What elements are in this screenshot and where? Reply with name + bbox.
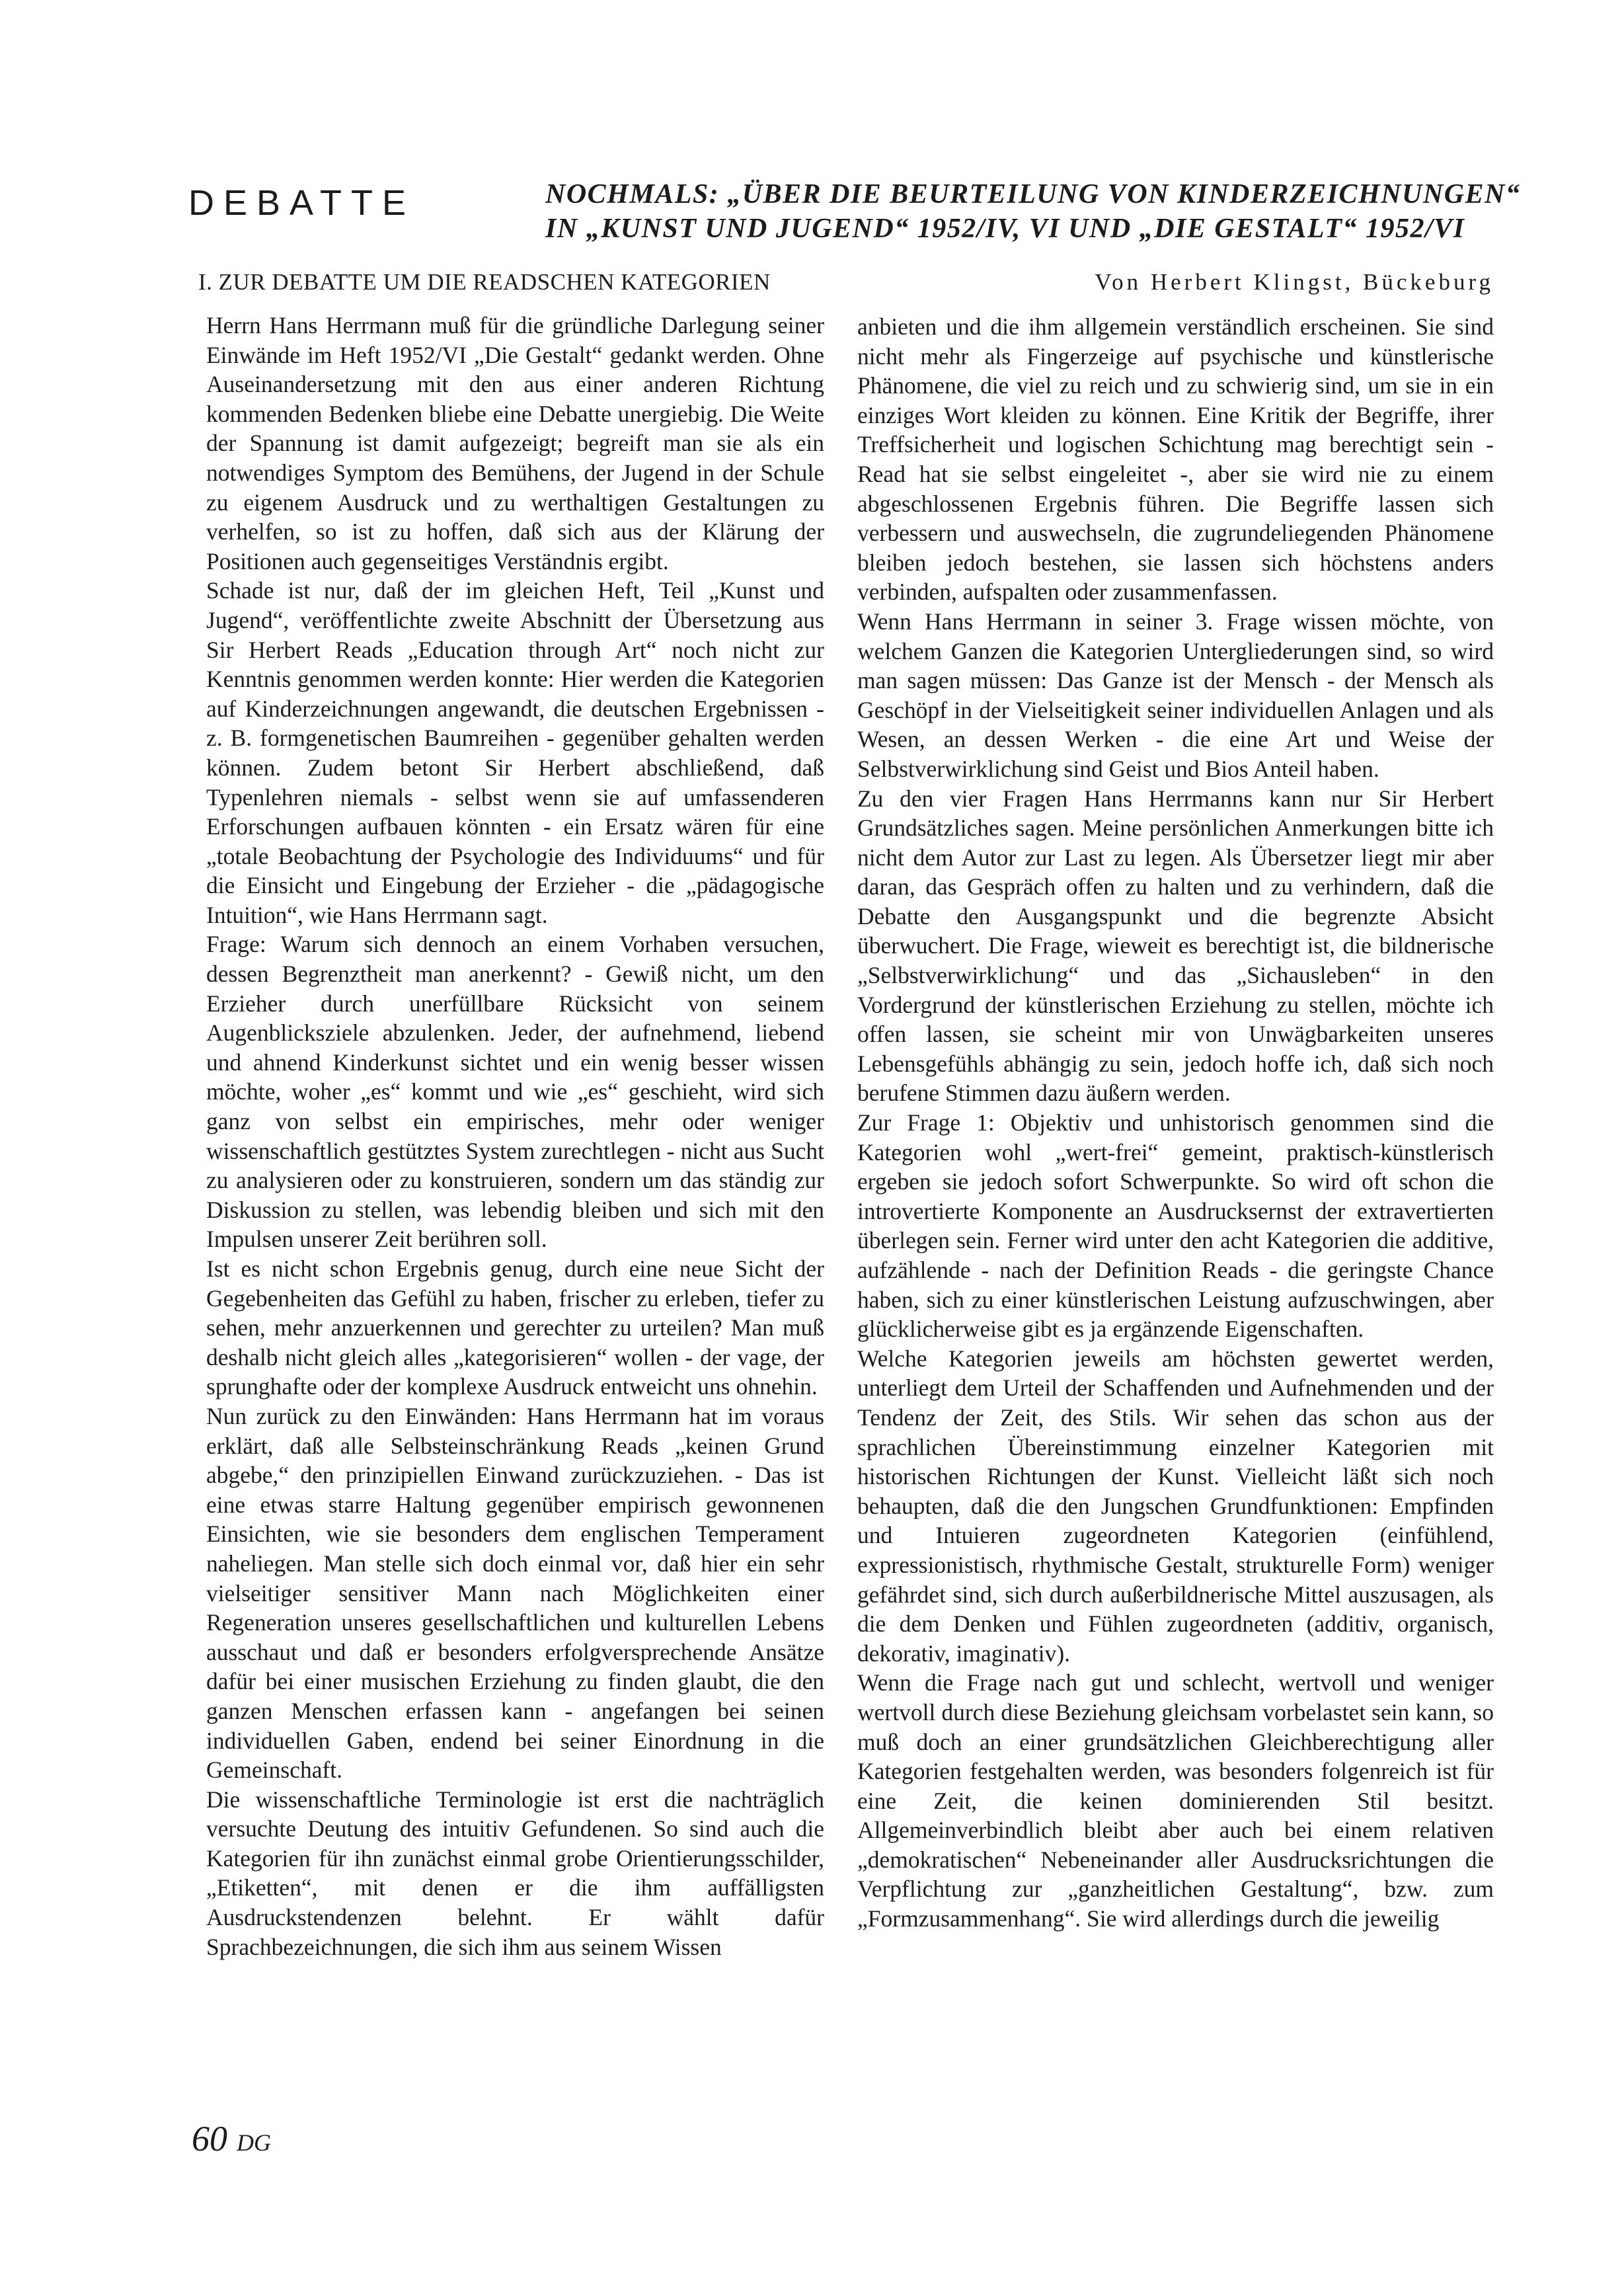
page-folio [192, 2121, 271, 2157]
paragraph: anbieten und die ihm allgemein verständlich erscheinen. Sie sind nicht mehr als Fingerzeige auf psychische und künstlerische Phänomene, die viel zu reich und zu schwierig sind, um sie in ein einziges Wort kleiden zu können. Eine Kritik der Begriffe, ihrer Treffsicherheit und logischen Schichtung mag berechtigt sein - Read hat sie selbst eingeleitet -, aber sie wird nie zu einem abgeschlossenen Ergebnis führen. Die Begriffe lassen sich verbessern und auswechseln, die zugrundeliegenden Phänomene bleiben jedoch bestehen, sie lassen sich höchstens anders verbinden, aufspalten oder zusammenfassen. [857, 313, 1494, 606]
paragraph: Herrn Hans Herrmann muß für die gründliche Darlegung seiner Einwände im Heft 1952/VI „Die Gestalt“ gedankt werden. Ohne Auseinandersetzung mit den aus einer anderen Richtung kommenden Bedenken bliebe eine Debatte unergiebig. Die Weite der Spannung ist damit aufgezeigt; begreift man sie als ein notwendiges Symptom des Bemühens, der Jugend in der Schule zu eigenem Ausdruck und zu werthaltigen Gestaltungen zu verhelfen, so ist zu hoffen, daß sich aus der Klärung der Positionen auch gegenseitiges Verständnis ergibt. [206, 312, 824, 574]
paragraph: Ist es nicht schon Ergebnis genug, durch eine neue Sicht der Gegebenheiten das Gefühl zu haben, frischer zu erleben, tiefer zu sehen, mehr anzuerkennen und gerechter zu urteilen? Man muß deshalb nicht gleich alles „kategorisieren“ wollen - der vage, der sprunghafte oder der komplexe Ausdruck entweicht uns ohnehin. [206, 1255, 824, 1400]
right-column [857, 312, 1494, 1934]
paragraph: Welche Kategorien jeweils am höchsten gewertet werden, unterliegt dem Urteil der Schaffenden und Aufnehmenden und der Tendenz der Zeit, des Stils. Wir sehen das schon aus der sprachlichen Übereinstimmung einzelner Kategorien mit historischen Richtungen der Kunst. Vielleicht läßt sich noch behaupten, daß die den Jungschen Grundfunktionen: Empfinden und Intuieren zugeordneten Kategorien (einfühlend, expressionistisch, rhythmische Gestalt, strukturelle Form) weniger gefährdet sind, sich durch außerbildnerische Mittel auszusagen, als die dem Denken und Fühlen zugeordneten (additiv, organisch, dekorativ, imaginativ). [857, 1345, 1494, 1667]
debate-title-line-1: NOCHMALS: „ÜBER DIE BEURTEILUNG VON KINDERZEICHNUNGEN“ [545, 179, 1521, 210]
paragraph: Nun zurück zu den Einwänden: Hans Herrmann hat im voraus erklärt, daß alle Selbsteinschränkung Reads „keinen Grund abgebe,“ den prinzipiellen Einwand zurückzuziehen. - Das ist eine etwas starre Haltung gegenüber empirisch gewonnenen Einsichten, wie sie besonders dem englischen Temperament naheliegen. Man stelle sich doch einmal vor, daß hier ein sehr vielseitiger sensitiver Mann nach Möglichkeiten einer Regeneration unseres gesellschaftlichen und kulturellen Lebens ausschaut und daß er besonders erfolgversprechende Ansätze dafür bei einer musischen Erziehung zu finden glaubt, die den ganzen Menschen erfassen kann - angefangen bei seinen individuellen Gaben, endend bei seiner Einordnung in die Gemeinschaft. [206, 1402, 824, 1784]
debate-title-line-2: IN „KUNST UND JUGEND“ 1952/IV, VI UND „DIE GESTALT“ 1952/VI [545, 214, 1465, 244]
page-header [188, 177, 1521, 250]
debate-title [545, 177, 1521, 246]
paragraph: Zu den vier Fragen Hans Herrmanns kann nur Sir Herbert Grundsätzliches sagen. Meine persönlichen Anmerkungen bitte ich nicht dem Autor zur Last zu legen. Als Übersetzer liegt mir aber daran, das Gespräch offen zu halten und zu verhindern, daß die Debatte den Ausgangspunkt und die begrenzte Absicht überwuchert. Die Frage, wieweit es berechtigt ist, die bildnerische „Selbstverwirklichung“ und das „Sichausleben“ in den Vordergrund der künstlerischen Erziehung zu stellen, möchte ich offen lassen, sie scheint mir von Unwägbarkeiten unseres Lebensgefühls abhängig zu sein, jedoch hoffe ich, daß sich noch berufene Stimmen dazu äußern werden. [857, 785, 1494, 1107]
article-subhead [198, 266, 1494, 299]
part-heading: I. ZUR DEBATTE UM DIE READSCHEN KATEGORIEN [198, 269, 771, 295]
section-label: DEBATTE [188, 183, 416, 223]
paragraph: Wenn die Frage nach gut und schlecht, wertvoll und weniger wertvoll durch diese Beziehung gleichsam vorbelastet sein kann, so muß doch an einer grundsätzlichen Gleichberechtigung aller Kategorien festgehalten werden, was besonders folgenreich ist für eine Zeit, die keinen dominierenden Stil besitzt. Allgemeinverbindlich bleibt aber auch bei einem relativen „demokratischen“ Nebeneinander aller Ausdrucksrichtungen die Verpflichtung zur „ganzheitlichen Gestaltung“, bzw. zum „Formzusammenhang“. Sie wird allerdings durch die jeweilig [857, 1669, 1494, 1932]
paragraph: Schade ist nur, daß der im gleichen Heft, Teil „Kunst und Jugend“, veröffentlichte zweite Abschnitt der Übersetzung aus Sir Herbert Reads „Education through Art“ noch nicht zur Kenntnis genommen werden konnte: Hier werden die Kategorien auf Kinderzeichnungen angewandt, die deutschen Ergebnissen - z. B. formgenetischen Baumreihen - gegenüber gehalten werden können. Zudem betont Sir Herbert abschließend, daß Typenlehren niemals - selbst wenn sie auf umfassenderen Erforschungen aufbauen könnten - ein Ersatz wären für eine „totale Beobachtung der Psychologie des Individuums“ und für die Einsicht und Eingebung der Erzieher - die „pädagogische Intuition“, wie Hans Herrmann sagt. [206, 577, 824, 928]
paragraph: Wenn Hans Herrmann in seiner 3. Frage wissen möchte, von welchem Ganzen die Kategorien Untergliederungen sind, so wird man sagen müssen: Das Ganze ist der Mensch - der Mensch als Geschöpf in der Vielseitigkeit seiner individuellen Anlagen und als Wesen, an dessen Werken - die eine Art und Weise der Selbstverwirklichung sind Geist und Bios Anteil haben. [857, 608, 1494, 782]
left-column [206, 311, 824, 1961]
paragraph: Zur Frage 1: Objektiv und unhistorisch genommen sind die Kategorien wohl „wert-frei“ gemeint, praktisch-künstlerisch ergeben sie jedoch sofort Schwerpunkte. So wird oft schon die introvertierte Komponente an Ausdrucksernst der extravertierten überlegen sein. Ferner wird unter den acht Kategorien die additive, aufzählende - nach der Definition Reads - die geringste Chance haben, sich zu einer künstlerischen Leistung aufzuschwingen, aber glücklicherweise gibt es ja ergänzende Eigenschaften. [857, 1109, 1494, 1343]
journal-abbreviation: DG [237, 2129, 271, 2156]
paragraph: Frage: Warum sich dennoch an einem Vorhaben versuchen, dessen Begrenztheit man anerkennt? - Gewiß nicht, um den Erzieher durch unerfüllbare Rücksicht von seinem Augenblicksziele abzulenken. Jeder, der aufnehmend, liebend und ahnend Kinderkunst sichtet und ein wenig besser wissen möchte, woher „es“ kommt und wie „es“ geschieht, wird sich ganz von selbst ein empirisches, mehr oder weniger wissenschaftlich gestütztes System zurechtlegen - nicht aus Sucht zu analysieren oder zu konstruieren, sondern um das ständig zur Diskussion zu stellen, was lebendig bleiben und sich mit den Impulsen unserer Zeit berühren soll. [206, 931, 824, 1253]
paragraph: Die wissenschaftliche Terminologie ist erst die nachträglich versuchte Deutung des intuitiv Gefundenen. So sind auch die Kategorien für ihn zunächst einmal grobe Orientierungsschilder, „Etiketten“, mit denen er die ihm auffälligsten Ausdruckstendenzen belehnt. Er wählt dafür Sprachbezeichnungen, die sich ihm aus seinem Wissen [206, 1786, 824, 1960]
author-byline: Von Herbert Klingst, Bückeburg [1095, 269, 1494, 295]
page-number: 60 [192, 2119, 227, 2158]
